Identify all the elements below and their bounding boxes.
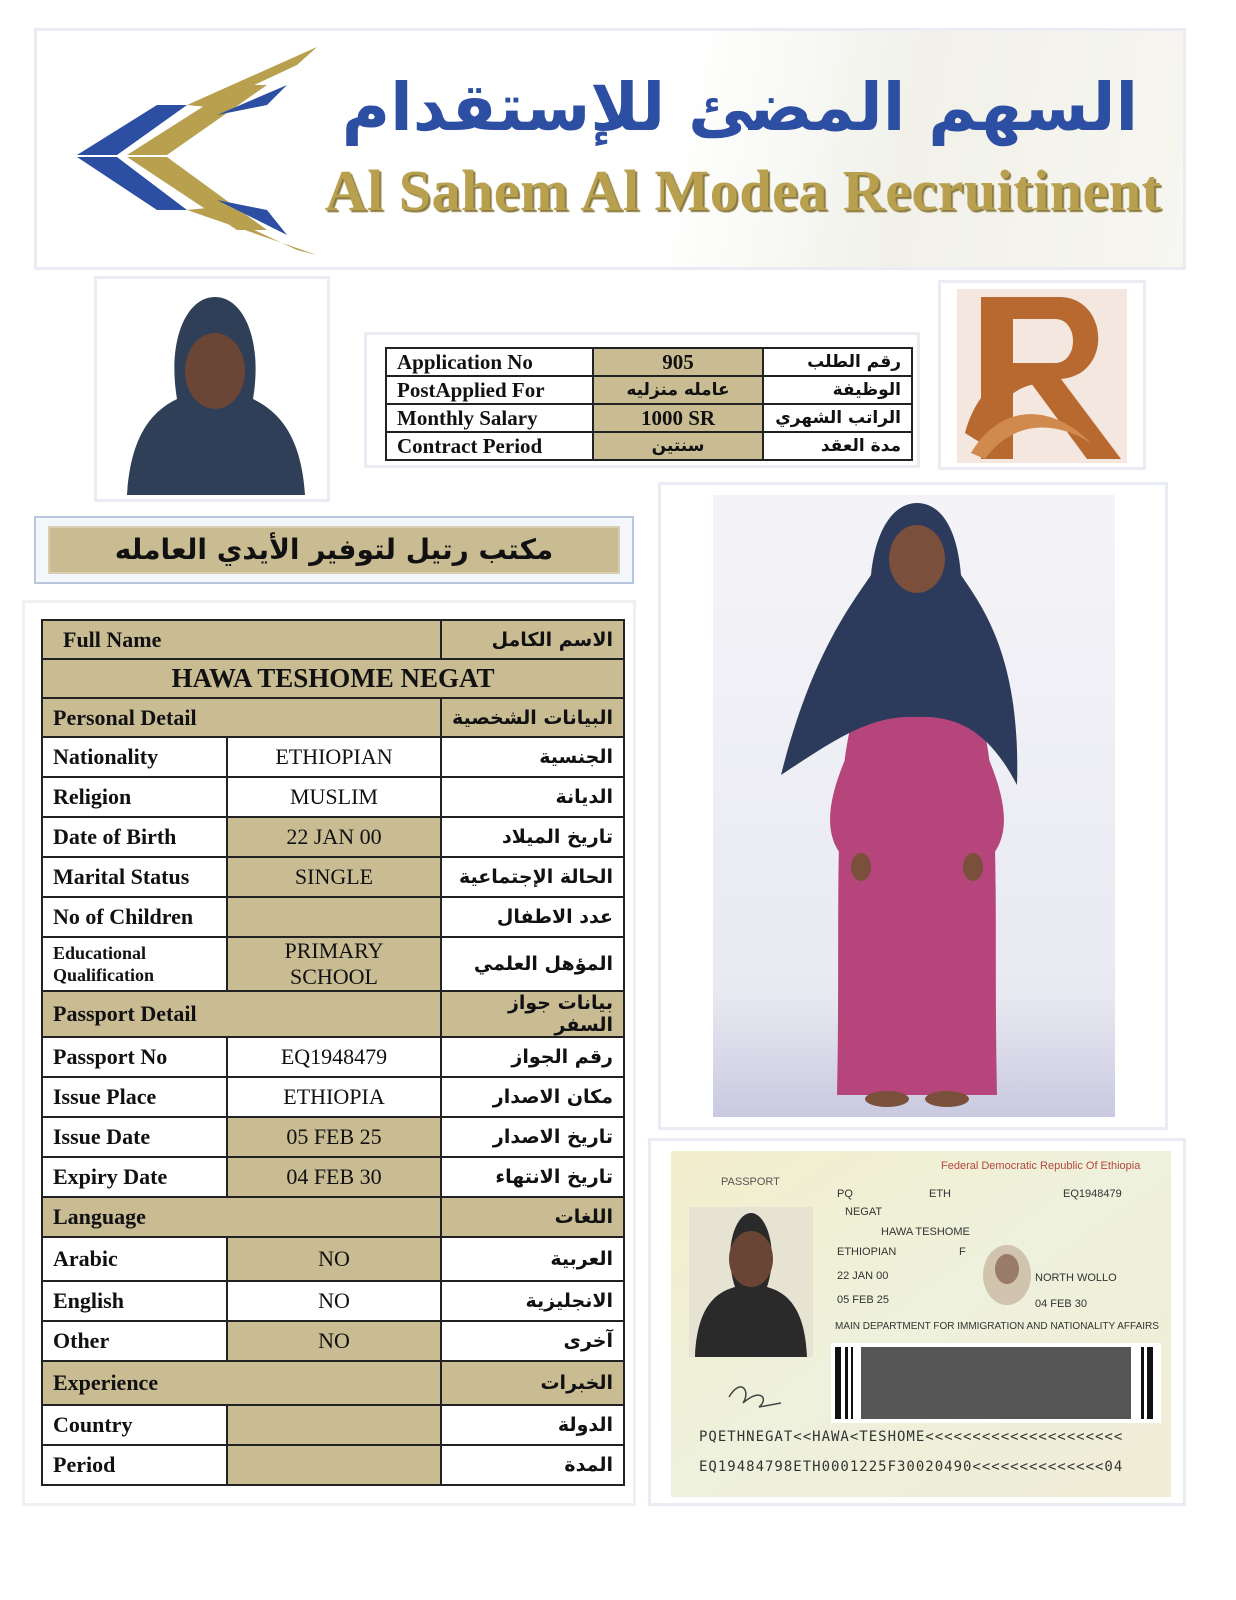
issue-place-label: Issue Place	[42, 1077, 227, 1117]
passport-header: Federal Democratic Republic Of Ethiopia	[941, 1160, 1141, 1172]
table-row	[42, 1445, 624, 1485]
table-row	[42, 897, 624, 937]
monthly-salary-label: Monthly Salary	[386, 404, 593, 432]
post-applied-value: عامله منزليه	[593, 376, 763, 404]
application-no-label-ar: رقم الطلب	[763, 348, 912, 376]
office-r-logo	[938, 280, 1146, 470]
issue-date-label: Issue Date	[42, 1117, 227, 1157]
religion-label: Religion	[42, 777, 227, 817]
applicant-portrait-photo	[94, 276, 330, 502]
table-row	[42, 620, 624, 659]
nationality-label-ar: الجنسية	[441, 737, 624, 777]
full-name-value: HAWA TESHOME NEGAT	[42, 659, 624, 698]
table-row	[42, 1157, 624, 1197]
office-title: مكتب رتيل لتوفير الأيدي العامله	[48, 526, 620, 574]
marital-status-label: Marital Status	[42, 857, 227, 897]
passport-type: PQ	[837, 1188, 853, 1200]
passport-no-value: EQ1948479	[227, 1037, 441, 1077]
arabic-label: Arabic	[42, 1237, 227, 1281]
table-row	[42, 777, 624, 817]
passport-no-label: Passport No	[42, 1037, 227, 1077]
education-label-line1: Educational	[53, 943, 147, 963]
passport-mrz-line1: PQETHNEGAT<<HAWA<TESHOME<<<<<<<<<<<<<<<<<<<<<	[699, 1429, 1124, 1445]
applicant-full-body-photo	[658, 482, 1168, 1130]
personal-detail-heading: Personal Detail	[42, 698, 441, 737]
table-row	[386, 376, 912, 404]
monthly-salary-label-ar: الراتب الشهري	[763, 404, 912, 432]
application-no-label: Application No	[386, 348, 593, 376]
passport-nationality: ETHIOPIAN	[837, 1246, 897, 1258]
section-row	[42, 991, 624, 1037]
english-label: English	[42, 1281, 227, 1321]
experience-country-label-ar: الدولة	[441, 1405, 624, 1445]
table-row	[42, 1405, 624, 1445]
full-name-label: Full Name	[42, 620, 441, 659]
experience-heading: Experience	[42, 1361, 441, 1405]
other-language-label: Other	[42, 1321, 227, 1361]
application-no-value: 905	[593, 348, 763, 376]
education-value-line2: SCHOOL	[289, 964, 378, 989]
marital-status-value: SINGLE	[227, 857, 441, 897]
office-banner	[34, 516, 634, 584]
passport-surname: NEGAT	[845, 1206, 883, 1218]
agency-header	[34, 28, 1186, 270]
passport-sex: F	[959, 1246, 966, 1258]
passport-detail-heading: Passport Detail	[42, 991, 441, 1037]
experience-country-value	[227, 1405, 441, 1445]
issue-date-value: 05 FEB 25	[227, 1117, 441, 1157]
education-label	[42, 937, 227, 991]
language-heading: Language	[42, 1197, 441, 1237]
religion-value: MUSLIM	[227, 777, 441, 817]
application-summary-table	[385, 347, 913, 461]
table-row	[386, 348, 912, 376]
application-summary-box	[364, 332, 920, 468]
experience-period-label: Period	[42, 1445, 227, 1485]
table-row	[42, 1237, 624, 1281]
dob-value: 22 JAN 00	[227, 817, 441, 857]
issue-date-label-ar: تاريخ الاصدار	[441, 1117, 624, 1157]
table-row	[42, 817, 624, 857]
applicant-details-box	[22, 600, 636, 1506]
table-row	[42, 857, 624, 897]
passport-scan	[648, 1138, 1186, 1506]
passport-label: PASSPORT	[721, 1176, 780, 1188]
dob-label-ar: تاريخ الميلاد	[441, 817, 624, 857]
experience-heading-ar: الخبرات	[441, 1361, 624, 1405]
passport-detail-heading-ar: بيانات جواز السفر	[441, 991, 624, 1037]
children-label: No of Children	[42, 897, 227, 937]
education-value	[227, 937, 441, 991]
education-value-line1: PRIMARY	[284, 938, 384, 963]
full-name-label-ar: الاسم الكامل	[441, 620, 624, 659]
passport-number: EQ1948479	[1063, 1188, 1122, 1200]
agency-title-english: Al Sahem Al Modea Recruitinent	[324, 158, 1162, 223]
expiry-date-label: Expiry Date	[42, 1157, 227, 1197]
other-language-value: NO	[227, 1321, 441, 1361]
passport-place-of-birth: NORTH WOLLO	[1035, 1272, 1117, 1284]
passport-country-code: ETH	[929, 1188, 951, 1200]
english-value: NO	[227, 1281, 441, 1321]
passport-mrz-line2: EQ19484798ETH0001225F30020490<<<<<<<<<<<<<<04	[699, 1459, 1124, 1475]
other-language-label-ar: آخرى	[441, 1321, 624, 1361]
table-row	[42, 1117, 624, 1157]
expiry-date-value: 04 FEB 30	[227, 1157, 441, 1197]
passport-authority: MAIN DEPARTMENT FOR IMMIGRATION AND NATIONALITY AFFAIRS	[835, 1321, 1159, 1332]
nationality-label: Nationality	[42, 737, 227, 777]
contract-period-value: سنتين	[593, 432, 763, 460]
experience-period-label-ar: المدة	[441, 1445, 624, 1485]
table-row	[42, 1281, 624, 1321]
experience-country-label: Country	[42, 1405, 227, 1445]
issue-place-value: ETHIOPIA	[227, 1077, 441, 1117]
experience-period-value	[227, 1445, 441, 1485]
post-applied-label-ar: الوظيفة	[763, 376, 912, 404]
arrow-logo-icon	[67, 45, 327, 255]
dob-label: Date of Birth	[42, 817, 227, 857]
language-heading-ar: اللغات	[441, 1197, 624, 1237]
personal-detail-heading-ar: البيانات الشخصية	[441, 698, 624, 737]
passport-no-label-ar: رقم الجواز	[441, 1037, 624, 1077]
table-row	[42, 1077, 624, 1117]
agency-title-arabic: السهم المضئ للإستقدام	[341, 69, 1139, 146]
marital-status-label-ar: الحالة الإجتماعية	[441, 857, 624, 897]
issue-place-label-ar: مكان الاصدار	[441, 1077, 624, 1117]
expiry-date-label-ar: تاريخ الانتهاء	[441, 1157, 624, 1197]
contract-period-label: Contract Period	[386, 432, 593, 460]
table-row	[42, 737, 624, 777]
table-row	[42, 1321, 624, 1361]
r-letter-logo-icon	[941, 283, 1143, 467]
passport-expiry-date: 04 FEB 30	[1035, 1298, 1087, 1310]
table-row	[42, 937, 624, 991]
section-row	[42, 1197, 624, 1237]
contract-period-label-ar: مدة العقد	[763, 432, 912, 460]
passport-issue-date: 05 FEB 25	[837, 1294, 889, 1306]
table-row	[386, 404, 912, 432]
table-row	[386, 432, 912, 460]
religion-label-ar: الديانة	[441, 777, 624, 817]
passport-given-name: HAWA TESHOME	[881, 1226, 970, 1238]
post-applied-label: PostApplied For	[386, 376, 593, 404]
children-value	[227, 897, 441, 937]
english-label-ar: الانجليزية	[441, 1281, 624, 1321]
pdf417-barcode-icon	[835, 1347, 1153, 1419]
monthly-salary-value: 1000 SR	[593, 404, 763, 432]
table-row	[42, 1037, 624, 1077]
section-row	[42, 698, 624, 737]
arabic-value: NO	[227, 1237, 441, 1281]
education-label-ar: المؤهل العلمي	[441, 937, 624, 991]
table-row	[42, 659, 624, 698]
applicant-details-table	[41, 619, 625, 1486]
children-label-ar: عدد الاطفال	[441, 897, 624, 937]
passport-dob: 22 JAN 00	[837, 1270, 889, 1282]
nationality-value: ETHIOPIAN	[227, 737, 441, 777]
arabic-label-ar: العربية	[441, 1237, 624, 1281]
education-label-line2: Qualification	[53, 965, 155, 985]
section-row	[42, 1361, 624, 1405]
